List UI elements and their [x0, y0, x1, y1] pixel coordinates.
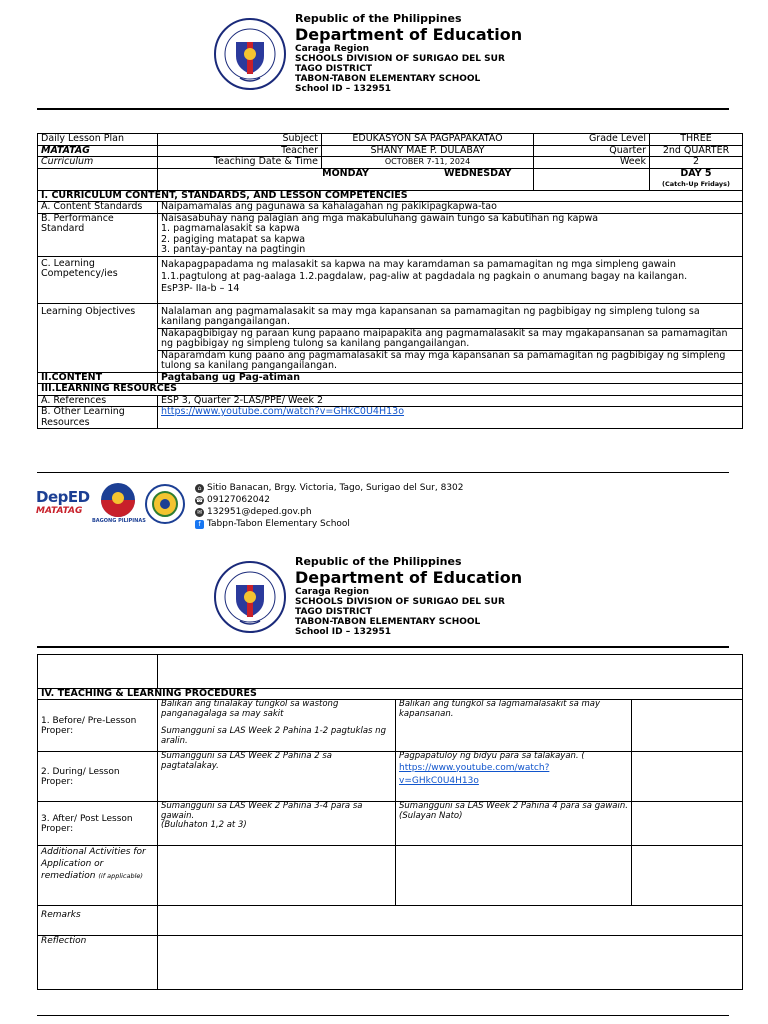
before-wednesday-text: Balikan ang tungkol sa lagmamalasakit sa may kapansanan.: [396, 700, 632, 752]
before-monday-text: Balikan ang tinalakay tungkol sa wastong panganagalaga sa may sakit: [161, 699, 339, 719]
content-value: Pagtabang ug Pag-atiman: [158, 372, 743, 384]
footer-address: Sitio Banacan, Brgy. Victoria, Tago, Surigao del Sur, 8302: [207, 483, 464, 493]
school-name: TABON-TABON ELEMENTARY SCHOOL: [295, 74, 481, 84]
procedures-table: [37, 654, 743, 990]
after-monday-note: (Buluhaton 1,2 at 3): [161, 820, 247, 830]
during-monday-text: Sumangguni sa LAS Week 2 Pahina 2 sa pagtatalakay.: [158, 752, 396, 802]
curriculum-label: Curriculum: [38, 157, 158, 169]
teacher-value: SHANY MAE P. DULABAY: [322, 145, 534, 157]
school-seal-logo: [145, 484, 185, 524]
during-label: 2. During/ Lesson Proper:: [38, 752, 158, 802]
resources-heading: III.LEARNING RESOURCES: [38, 384, 743, 396]
facebook-icon: f: [195, 520, 204, 529]
during-wednesday-text: Pagpapatuloy ng bidyu para sa talakayan. (: [399, 751, 585, 761]
subject-label: Subject: [158, 134, 322, 146]
division: SCHOOLS DIVISION OF SURIGAO DEL SUR: [295, 54, 505, 64]
date-label: Teaching Date & Time: [158, 157, 322, 169]
matatag-label: MATATAG: [38, 145, 158, 157]
week-value: 2: [650, 157, 743, 169]
performance-standard-label: B. Performance Standard: [38, 213, 158, 256]
deped-seal-logo: [214, 561, 286, 633]
location-icon: ⌂: [195, 484, 204, 493]
additional-activities-note: (if applicable): [98, 872, 143, 880]
other-resources-label: B. Other Learning Resources: [38, 407, 158, 429]
during-video-link-cont[interactable]: v=GHkC0U4H13o: [399, 775, 479, 786]
deped-logo: [36, 488, 92, 524]
division: SCHOOLS DIVISION OF SURIGAO DEL SUR: [295, 597, 505, 607]
performance-item: 1. pagmamalasakit sa kapwa: [161, 223, 300, 234]
after-wednesday-text: Sumangguni sa LAS Week 2 Pahina 4 para sa gawain.: [399, 801, 628, 811]
district: TAGO DISTRICT: [295, 64, 373, 74]
competency-subitems: 1.1.pagtulong at pag-aalaga 1.2.pagdalaw, pag-aliw at pagdadala ng pagkain o anumang bagay na kailangan.: [161, 270, 688, 282]
deped-wordmark: DepED: [36, 488, 90, 506]
after-label: 3. After/ Post Lesson Proper:: [38, 802, 158, 846]
objectives-label: Learning Objectives: [38, 303, 158, 372]
republic-title: Republic of the Philippines: [295, 555, 462, 568]
monday-header: MONDAY: [158, 168, 534, 190]
republic-title: Republic of the Philippines: [295, 12, 462, 25]
after-monday-text: Sumangguni sa LAS Week 2 Pahina 3-4 para sa gawain.: [161, 801, 363, 821]
bagong-pilipinas-text: BAGONG PILIPINAS: [92, 518, 146, 524]
during-video-link[interactable]: https://www.youtube.com/watch?: [399, 762, 550, 773]
competency-label: C. Learning Competency/ies: [38, 256, 158, 303]
bagong-pilipinas-logo: [96, 482, 140, 518]
objective-1: Nalalaman ang pagmamalasakit sa may mga kapansanan sa pamamagitan ng pagbibigay ng simpleng tulong sa kanilang pangangailangan.: [158, 303, 743, 328]
additional-activities-label: Additional Activities for Application or remediation: [41, 847, 146, 881]
wednesday-header: WEDNESDAY: [444, 167, 512, 179]
department-title: Department of Education: [295, 25, 523, 44]
header-divider: [37, 108, 729, 110]
header-divider: [37, 646, 729, 648]
deped-seal-logo: [214, 18, 286, 90]
competency-code: EsP3P- IIa-b – 14: [161, 282, 240, 294]
performance-item: 2. pagiging matapat sa kapwa: [161, 233, 306, 245]
objective-3: Naparamdam kung paano ang pagmamalasakit sa may mga kapansanan sa pamamagitan ng pagbibigay ng simpleng tulong sa kanilang pangangailangan.: [158, 350, 743, 372]
performance-item: 3. pantay-pantay na pagtingin: [161, 244, 306, 255]
footer-divider: [37, 472, 729, 473]
school-name: TABON-TABON ELEMENTARY SCHOOL: [295, 617, 481, 627]
date-value: OCTOBER 7-11, 2024: [322, 157, 534, 169]
region: Caraga Region: [295, 44, 369, 54]
remarks-label: Remarks: [38, 906, 158, 936]
school-id: School ID – 132951: [295, 627, 391, 637]
district: TAGO DISTRICT: [295, 607, 373, 617]
week-label: Week: [534, 157, 650, 169]
objective-2: Nakapagbibigay ng paraan kung papaano maipapakita ang pagmamalasakit sa may mgakapansanan sa pamamagitan ng pagbibigay ng simpleng tulong sa kanilang pangangailangan.: [158, 328, 743, 350]
content-label: II.CONTENT: [38, 372, 158, 384]
references-label: A. References: [38, 395, 158, 407]
performance-standard-text: Naisasabuhay nang palagian ang mga makabuluhang gawain tungo sa kabutihan ng kapwa: [161, 212, 599, 224]
catchup-note: (Catch-Up Fridays): [662, 180, 730, 188]
before-label: 1. Before/ Pre-Lesson Proper:: [38, 700, 158, 752]
region: Caraga Region: [295, 587, 369, 597]
day5-header: DAY 5: [680, 167, 712, 179]
youtube-resource-link[interactable]: https://www.youtube.com/watch?v=GHkC0U4H13o: [161, 406, 405, 417]
subject-value: EDUKASYON SA PAGPAPAKATAO: [322, 134, 534, 146]
phone-icon: ☎: [195, 496, 204, 504]
matatag-wordmark: MATATAG: [36, 506, 83, 516]
grade-label: Grade Level: [534, 134, 650, 146]
quarter-value: 2nd QUARTER: [650, 145, 743, 157]
footer-email[interactable]: 132951@deped.gov.ph: [207, 507, 312, 517]
footer-facebook[interactable]: Tabpn-Tabon Elementary School: [207, 519, 350, 529]
department-title: Department of Education: [295, 568, 523, 587]
quarter-label: Quarter: [534, 145, 650, 157]
before-monday-ref: Sumangguni sa LAS Week 2 Pahina 1-2 pagtuklas ng aralin.: [161, 726, 386, 746]
section4-heading: IV. TEACHING & LEARNING PROCEDURES: [38, 689, 743, 700]
section1-heading: I. CURRICULUM CONTENT, STANDARDS, AND LESSON COMPETENCIES: [38, 190, 743, 202]
competency-text: Nakapagpapadama ng malasakit sa kapwa na may karamdaman sa pamamagitan ng mga simpleng gawain: [161, 258, 676, 270]
teacher-label: Teacher: [158, 145, 322, 157]
references-value: ESP 3, Quarter 2-LAS/PPE/ Week 2: [158, 395, 743, 407]
email-icon: ✉: [196, 508, 203, 516]
grade-value: THREE: [650, 134, 743, 146]
school-id: School ID – 132951: [295, 84, 391, 94]
lesson-plan-table: [37, 133, 743, 429]
content-standards-label: A. Content Standards: [38, 202, 158, 214]
footer-phone: 09127062042: [207, 495, 270, 505]
plan-title: Daily Lesson Plan: [38, 134, 158, 146]
content-standards-text: Naipamamalas ang pagunawa sa kahalagahan ng pakikipagkapwa-tao: [158, 202, 743, 214]
bottom-divider: [37, 1015, 729, 1016]
reflection-label: Reflection: [38, 936, 158, 990]
after-wednesday-note: (Sulayan Nato): [399, 810, 463, 821]
